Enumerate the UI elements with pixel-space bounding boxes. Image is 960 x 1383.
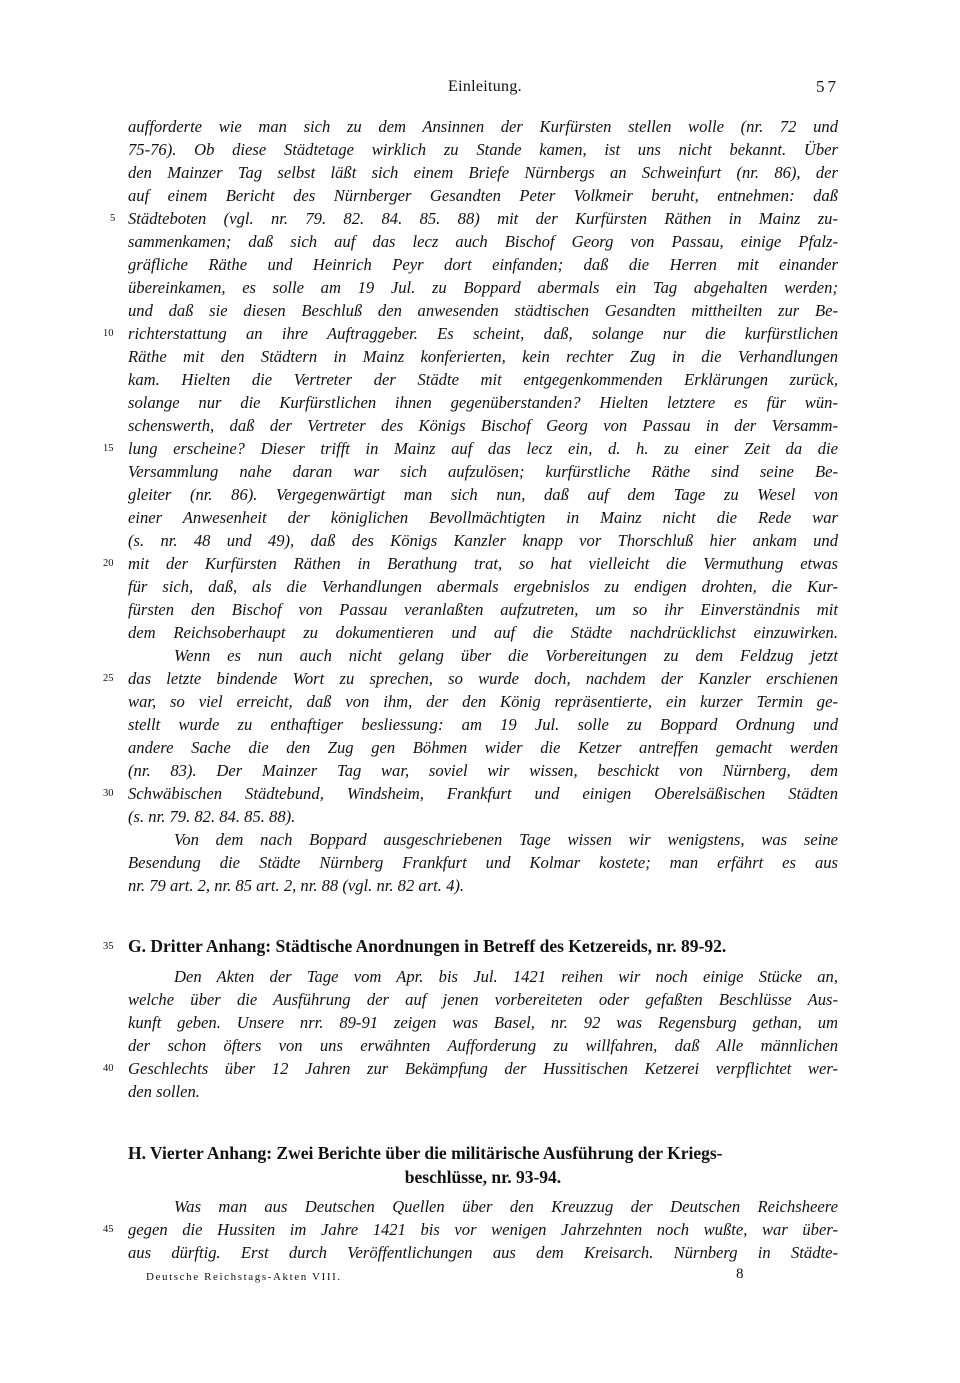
text-line: Wenn es nun auch nicht gelang über die Vorbereitungen zu dem Feldzug jetzt xyxy=(174,646,838,665)
text-line: für sich, daß, als die Verhandlungen abermals ergebnislos zu endigen drohten, die Kur- xyxy=(128,577,838,596)
line-number: 15 xyxy=(103,443,114,454)
text-line: übereinkamen, es solle am 19 Jul. zu Boppard abermals ein Tag abgehalten werden; xyxy=(128,278,838,297)
text-line: 75-76). Ob diese Städtetage wirklich zu Stande kamen, ist uns nicht bekannt. Über xyxy=(128,140,838,159)
text-line: lung erscheine? Dieser trifft in Mainz auf das lecz ein, d. h. zu einer Zeit da die xyxy=(128,439,838,458)
text-line: Was man aus Deutschen Quellen über den Kreuzzug der Deutschen Reichsheere xyxy=(174,1197,838,1216)
text-line: auf einem Bericht des Nürnberger Gesandten Peter Volkmeir beruht, entnehmen: daß xyxy=(128,186,838,205)
text-line: kunft geben. Unsere nrr. 89-91 zeigen was Basel, nr. 92 was Regensburg gethan, um xyxy=(128,1013,838,1032)
line-number: 20 xyxy=(103,558,114,569)
text-line: andere Sache die den Zug gen Böhmen wider die Ketzer antreffen gemacht werden xyxy=(128,738,838,757)
text-line: mit der Kurfürsten Räthen in Berathung trat, so hat vielleicht die Vermuthung etwas xyxy=(128,554,838,573)
line-number: 40 xyxy=(103,1063,114,1074)
text-line: Städteboten (vgl. nr. 79. 82. 84. 85. 88) mit der Kurfürsten Räthen in Mainz zu- xyxy=(128,209,838,228)
text-line: gegen die Hussiten im Jahre 1421 bis vor wenigen Jahrzehnten noch wußte, war über- xyxy=(128,1220,838,1239)
text-line: Räthe mit den Städtern in Mainz konferierten, kein rechter Zug in die Verhandlungen xyxy=(128,347,838,366)
sheet-number: 8 xyxy=(736,1266,744,1282)
text-line: gleiter (nr. 86). Vergegenwärtigt man sich nun, daß auf dem Tage zu Wesel von xyxy=(128,485,838,504)
line-number: 30 xyxy=(103,788,114,799)
line-number: 10 xyxy=(103,328,114,339)
text-line: fürsten den Bischof von Passau veranlaßten aufzutreten, um so ihr Einverständnis mit xyxy=(128,600,838,619)
text-line: und daß sie diesen Beschluß den anwesenden städtischen Gesandten mittheilten zur Be- xyxy=(128,301,838,320)
text-line: dem Reichsoberhaupt zu dokumentieren und auf die Städte nachdrücklichst einzuwirken. xyxy=(128,623,838,642)
text-line: kam. Hielten die Vertreter der Städte mit entgegenkommenden Erklärungen zurück, xyxy=(128,370,838,389)
text-line: den sollen. xyxy=(128,1082,200,1101)
text-line: nr. 79 art. 2, nr. 85 art. 2, nr. 88 (vgl. nr. 82 art. 4). xyxy=(128,876,465,895)
text-line: Schwäbischen Städtebund, Windsheim, Frankfurt und einigen Oberelsäßischen Städten xyxy=(128,784,838,803)
line-number: 35 xyxy=(103,941,114,952)
text-line: Versammlung nahe daran war sich aufzulösen; kurfürstliche Räthe sind seine Be- xyxy=(128,462,838,481)
text-line: stellt wurde zu enthaftiger besliessung: am 19 Jul. solle zu Boppard Ordnung und xyxy=(128,715,838,734)
page-number: 57 xyxy=(816,77,839,96)
section-g-heading: G. Dritter Anhang: Städtische Anordnungen in Betreff des Ketzereids, nr. 89-92. xyxy=(128,936,727,956)
text-line: sammenkamen; daß sich auf das lecz auch Bischof Georg von Passau, einige Pfalz- xyxy=(128,232,838,251)
text-line: einer Anwesenheit der königlichen Bevollmächtigten in Mainz nicht die Rede war xyxy=(128,508,838,527)
running-title: Einleitung. xyxy=(448,78,522,95)
section-h-heading: H. Vierter Anhang: Zwei Berichte über die militärische Ausführung der Kriegs- xyxy=(128,1143,723,1163)
text-line: aus dürftig. Erst durch Veröffentlichungen aus dem Kreisarch. Nürnberg in Städte- xyxy=(128,1243,838,1262)
text-line: aufforderte wie man sich zu dem Ansinnen der Kurfürsten stellen wolle (nr. 72 und xyxy=(128,117,838,136)
text-line: Geschlechts über 12 Jahren zur Bekämpfung der Hussitischen Ketzerei verpflichtet wer- xyxy=(128,1059,838,1078)
text-line: war, so viel erreicht, daß von ihm, der den König repräsentierte, ein kurzer Termin ge- xyxy=(128,692,838,711)
text-line: richterstattung an ihre Auftraggeber. Es scheint, daß, solange nur die kurfürstlichen xyxy=(128,324,838,343)
line-number: 25 xyxy=(103,673,114,684)
line-number: 45 xyxy=(103,1224,114,1235)
text-line: Von dem nach Boppard ausgeschriebenen Tage wissen wir wenigstens, was seine xyxy=(174,830,838,849)
text-line: den Mainzer Tag selbst läßt sich einem Briefe Nürnbergs an Schweinfurt (nr. 86), der xyxy=(128,163,838,182)
text-line: Besendung die Städte Nürnberg Frankfurt und Kolmar kostete; man erfährt es aus xyxy=(128,853,838,872)
text-line: (s. nr. 79. 82. 84. 85. 88). xyxy=(128,807,296,826)
text-line: gräfliche Räthe und Heinrich Peyr dort einfanden; daß die Herren mit einander xyxy=(128,255,838,274)
line-number: 5 xyxy=(110,213,116,224)
text-line: welche über die Ausführung der auf jenen vorbereiteten oder gefaßten Beschlüsse Aus- xyxy=(128,990,838,1009)
signature-mark: Deutsche Reichstags-Akten VIII. xyxy=(146,1271,342,1283)
text-line: der schon öfters von uns erwähnten Aufforderung zu willfahren, daß Alle männlichen xyxy=(128,1036,838,1055)
text-line: (nr. 83). Der Mainzer Tag war, soviel wir wissen, beschickt von Nürnberg, dem xyxy=(128,761,838,780)
text-line: das letzte bindende Wort zu sprechen, so wurde doch, nachdem der Kanzler erschienen xyxy=(128,669,838,688)
section-h-heading-continuation: beschlüsse, nr. 93-94. xyxy=(404,1167,562,1187)
text-line: solange nur die Kurfürstlichen ihnen gegenüberstanden? Hielten letztere es für wün- xyxy=(128,393,838,412)
text-line: Den Akten der Tage vom Apr. bis Jul. 1421 reihen wir noch einige Stücke an, xyxy=(174,967,838,986)
text-line: schenswerth, daß der Vertreter des Königs Bischof Georg von Passau in der Versamm- xyxy=(128,416,838,435)
text-line: (s. nr. 48 und 49), daß des Königs Kanzler knapp vor Thorschluß hier ankam und xyxy=(128,531,838,550)
